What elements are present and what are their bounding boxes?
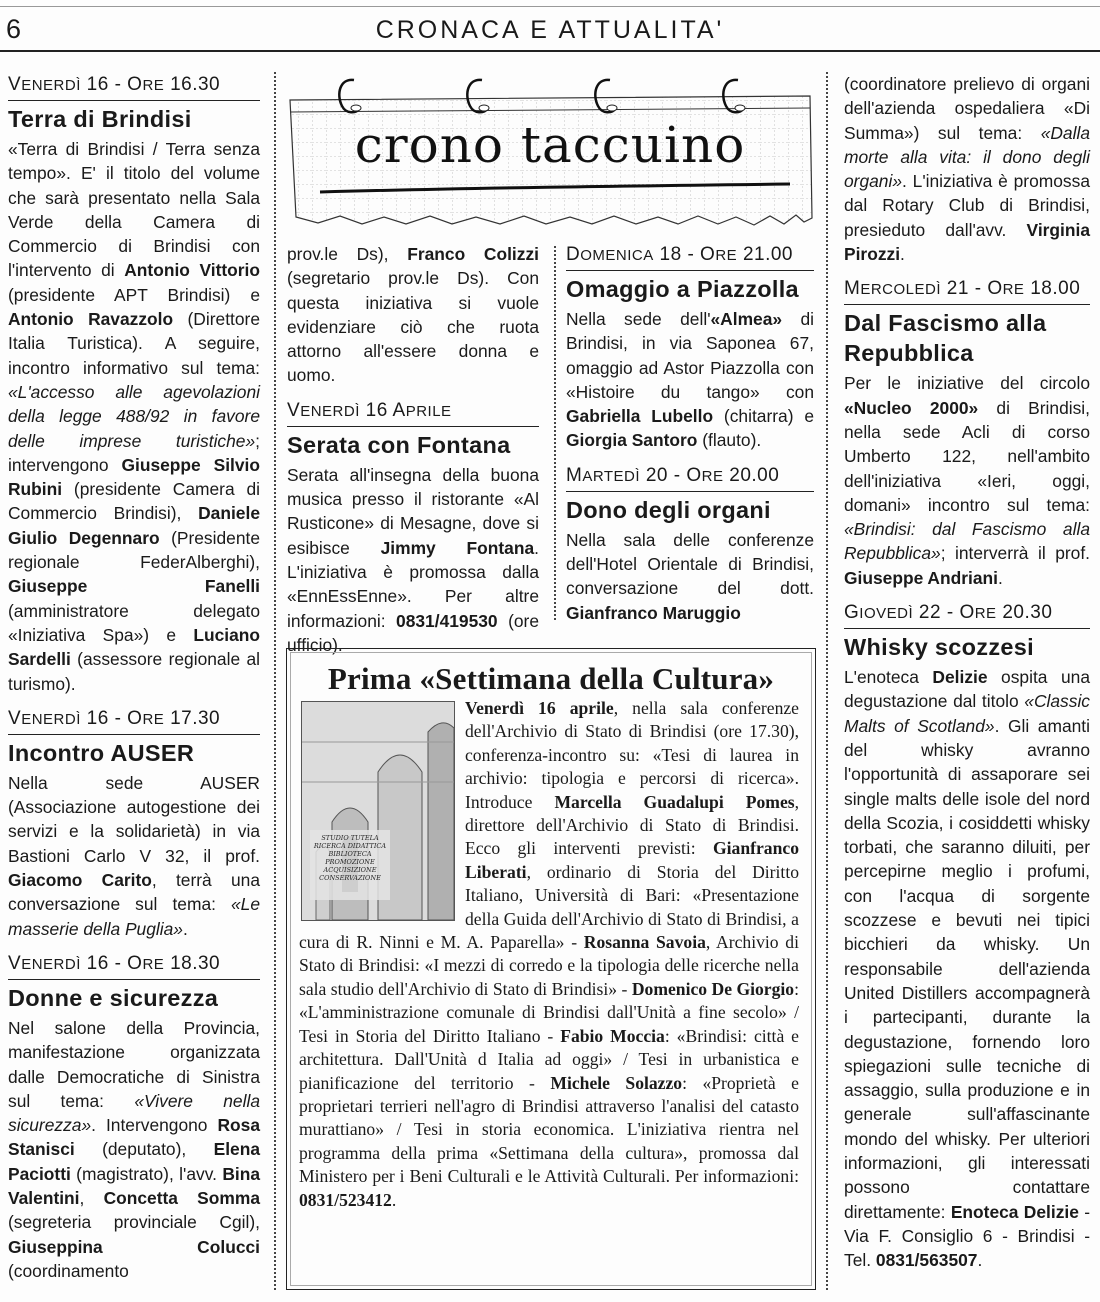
article [8, 706, 260, 941]
article [287, 242, 539, 388]
article-date: VENERDÌ 16 - ORE 16.30 [8, 72, 260, 101]
photo-caption: STUDIO TUTELA RICERCA DIDATTICA BIBLIOTECA PROMOZIONE ACQUISIZIONE CONSERVAZIONE [313, 834, 387, 882]
column-4 [844, 72, 1090, 1282]
article-body: Serata all'insegna della buona musica presso il ristorante «Al Rusticone» di Mesagne, dove si esibisce Jimmy Fontana. L'iniziativa è promossa dalla «EnnEssEnne». Per altre informazioni: 0831/419530 (ore ufficio). [287, 464, 539, 655]
article-title: Whisky scozzesi [844, 634, 1034, 661]
box-title: Prima «Settimana della Cultura» [327, 661, 775, 696]
article-date: MERCOLEDÌ 21 - ORE 18.00 [844, 276, 1090, 305]
article [8, 72, 260, 696]
settimana-cultura-box [286, 648, 816, 1290]
article-title: Dono degli organi [566, 496, 771, 523]
article-date: DOMENICA 18 - ORE 21.00 [566, 242, 814, 271]
article-body: L'enoteca Delizie ospita una degustazione dal titolo «Classic Malts of Scotland». Gli amanti del whisky avranno l'opportunità di assaporare sei single malts delle isole del nord della Scozia, i cosiddetti whisky torbati, che saranno diluiti, per percepirne meglio i profumi, con l'acqua di sorgente scozzese e bevuti nei tipici bicchieri da whisky. Un responsabile dell'azienda United Distillers accompagnerà i partecipanti, durante la degustazione, fornendo loro spiegazioni sulle tecniche di assaggio, sulla produzione e in generale sull'affascinante mondo del whisky. Per ulteriori informazioni, gli interessati possono contattare direttamente: Enoteca Delizie - Via F. Consiglio 6 - Brindisi - Tel. 0831/563507. [844, 667, 1090, 1271]
column-separator [274, 72, 276, 1290]
article-title: Incontro AUSER [8, 739, 195, 766]
article-title: Terra di Brindisi [8, 106, 192, 132]
article-date: VENERDÌ 16 - ORE 17.30 [8, 706, 260, 735]
article-body: Nella sala delle conferenze dell'Hotel Orientale di Brindisi, conversazione del dott. Gianfranco Maruggio [566, 529, 814, 623]
article-date: VENERDÌ 16 - ORE 18.30 [8, 951, 260, 980]
article-title: Dal Fascismo alla Repubblica [844, 310, 1047, 367]
column-separator [554, 246, 556, 620]
arcade-photo-image [302, 702, 454, 920]
top-rule [0, 6, 1100, 7]
article-body: Per le iniziative del circolo «Nucleo 2000» di Brindisi, nella sede Acli di corso Umberto 122, nell'ambito dell'iniziativa «Ieri, oggi, domani» incontro sul tema: «Brindisi: dal Fascismo alla Repubblica»; interverrà il prof. Giuseppe Andriani. [844, 373, 1090, 588]
archive-photo [301, 701, 455, 921]
article [566, 242, 814, 453]
article-title: Donne e sicurezza [8, 984, 219, 1011]
masthead-title: crono taccuino [354, 116, 746, 174]
article-body: Nella sede dell'«Almea» di Brindisi, in via Saponea 67, omaggio ad Astor Piazzolla con «Histoire du tango» con Gabriella Lubello (chitarra) e Giorgia Santoro (flauto). [566, 309, 814, 451]
box-text: Venerdì 16 aprile, nella sala conferenze dell'Archivio di Stato di Brindisi (ore 17.30), conferenza-incontro su: «Tesi di laurea in archivio: tipologia e percorsi di ricerca». Introduce Marcella Guadalupi Pomes, direttore dell'Archivio di Stato di Brindisi. Ecco gli interventi previsti: Gianfranco Liberati, ordinario di Storia del Diritto Italiano, Università di Bari: «Presentazione della Guida dell'Archivio di Stato di Brindisi, a cura di R. Ninni e M. A. Paparella» - Rosanna Savoia, Archivio di Stato di Brindisi: «I mezzi di corredo e la tipologia delle ricerche nella sala studio dell'Archivio di Stato di Brindisi» - Domenico De Giorgio: «L'amministrazione comunale di Brindisi dall'Unità a fine secolo» / Tesi in Storia del Diritto Italiano - Fabio Moccia: «Brindisi: città e architettura. Dall'Unità d Italia ad oggi» / Tesi in urbanistica e pianificazione del territorio - Michele Solazzo: «Proprietà e proprietari terrieri nell'agro di Brindisi attraverso l'analisi del catasto murattiano» / Tesi in storia economica. L'iniziativa rientra nel programma della prima «Settimana della cultura», promossa dal Ministero per i Beni Culturali e le Attività Culturali. Per informazioni: 0831/523412. [299, 698, 800, 1210]
article [844, 72, 1090, 266]
article-title: Serata con Fontana [287, 431, 511, 458]
column-separator [826, 72, 828, 1290]
page-number: 6 [6, 14, 22, 44]
article-date: VENERDÌ 16 APRILE [287, 398, 539, 427]
article-body: Nella sede AUSER (Associazione autogestione dei servizi e la solidarietà) in via Bastioni Carlo V 32, il prof. Giacomo Carito, terrà una conversazione sul tema: «Le masserie della Puglia». [8, 772, 260, 939]
article-body: prov.le Ds), Franco Colizzi (segretario prov.le Ds). Con questa iniziativa si vuole evidenziare ciò che ruota attorno all'essere donna e uomo. [287, 244, 539, 386]
crono-taccuino-masthead [284, 72, 816, 242]
article-body: «Terra di Brindisi / Terra senza tempo». E' il titolo del volume che sarà presentato nella Sala Verde della Camera di Commercio di Brindisi con l'intervento di Antonio Vittorio (presidente APT Brindisi) e Antonio Ravazzolo (Direttore Italia Turistica). A seguire, incontro informativo sul tema: «L'accesso alle agevolazioni della legge 488/92 in favore delle imprese turistiche»; intervengono Giuseppe Silvio Rubini (presidente Camera di Commercio Brindisi), Daniele Giulio Degennaro (Presidente regionale FederAlberghi), Giuseppe Fanelli (amministratore delegato «Iniziativa Spa») e Luciano Sardelli (assessore regionale al turismo). [8, 139, 261, 694]
page-header [0, 0, 1100, 52]
article [566, 463, 814, 625]
article [8, 951, 260, 1283]
box-body [299, 697, 799, 1212]
column-3 [566, 242, 814, 635]
article-body: (coordinatore prelievo di organi dell'azienda ospedaliera «Di Summa») sul tema: «Dalla morte alla vita: il dono degli organi». L'iniziativa è promossa dal Rotary Club di Brindisi, presieduto dall'avv. Virginia Pirozzi. [844, 74, 1090, 265]
column-2 [287, 242, 539, 667]
header-rule [0, 50, 1100, 52]
article-body: Nel salone della Provincia, manifestazione organizzata dalle Democratiche di Sinistra sul tema: «Vivere nella sicurezza». Intervengono Rosa Stanisci (deputato), Elena Paciotti (magistrato), l'avv. Bina Valentini, Concetta Somma (segreteria provinciale Cgil), Giuseppina Colucci (coordinamento [8, 1017, 260, 1281]
article [287, 398, 539, 657]
section-title: CRONACA E ATTUALITA' [375, 16, 725, 44]
article [844, 600, 1090, 1272]
article-date: MARTEDÌ 20 - ORE 20.00 [566, 463, 814, 492]
article-date: GIOVEDÌ 22 - ORE 20.30 [844, 600, 1090, 629]
article [844, 276, 1090, 590]
article-title: Omaggio a Piazzolla [566, 276, 799, 302]
column-1 [8, 72, 260, 1293]
